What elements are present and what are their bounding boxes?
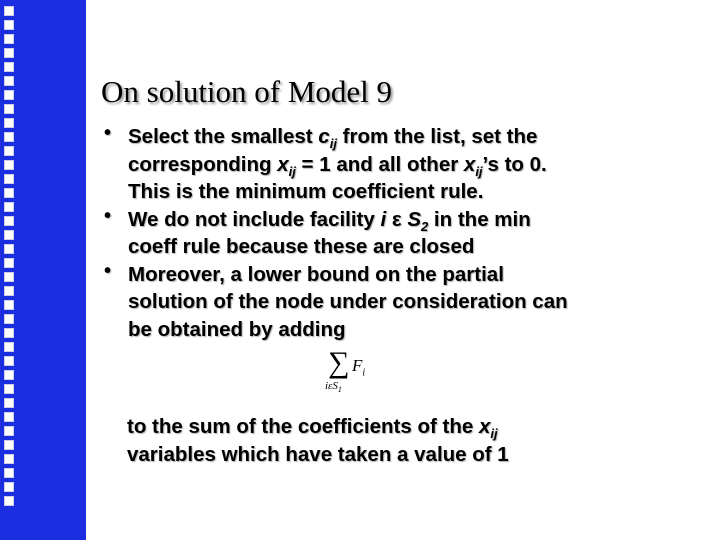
- text-line: We do not include facility i ε $S_2$ in the min: [128, 207, 531, 234]
- text-line: coeff rule because these are closed: [128, 235, 475, 258]
- decorative-square: [4, 34, 14, 44]
- decorative-square: [4, 342, 14, 352]
- decorative-square: [4, 440, 14, 450]
- decorative-square: [4, 384, 14, 394]
- text-line: variables which have taken a value of 1: [127, 442, 509, 466]
- decorative-square: [4, 482, 14, 492]
- text-line: corresponding $x_{ij} = 1$ and all other $x_{ij}’s$ to 0.: [128, 152, 547, 179]
- decorative-square: [4, 272, 14, 282]
- decorative-square: [4, 230, 14, 240]
- decorative-square: [4, 454, 14, 464]
- sigma-symbol: ∑: [328, 346, 350, 379]
- decorative-square: [4, 160, 14, 170]
- bullet-dot-icon: •: [104, 122, 112, 144]
- square-column: [4, 6, 18, 510]
- bullet-dot-icon: •: [104, 259, 112, 282]
- decorative-square: [4, 76, 14, 86]
- decorative-square: [4, 356, 14, 366]
- decorative-square: [4, 244, 14, 254]
- bullet-dot-icon: •: [104, 204, 112, 227]
- decorative-square: [4, 132, 14, 142]
- decorative-sidebar: [0, 0, 86, 540]
- bullet-item: [104, 206, 664, 261]
- decorative-square: [4, 468, 14, 478]
- decorative-square: [4, 90, 14, 100]
- decorative-square: [4, 62, 14, 72]
- bullet-list: [104, 123, 664, 343]
- decorative-square: [4, 104, 14, 114]
- bullet-item: [104, 123, 664, 206]
- decorative-square: [4, 426, 14, 436]
- sum-formula: [318, 346, 398, 396]
- decorative-square: [4, 20, 14, 30]
- decorative-square: [4, 412, 14, 422]
- text-line: This is the minimum coefficient rule.: [128, 180, 484, 203]
- decorative-square: [4, 118, 14, 128]
- decorative-square: [4, 188, 14, 198]
- formula-term: $F_i$: [352, 356, 366, 379]
- text-line: solution of the node under consideration can: [128, 290, 568, 313]
- decorative-square: [4, 300, 14, 310]
- decorative-square: [4, 370, 14, 380]
- decorative-square: [4, 258, 14, 268]
- text-line: Select the smallest $c_{ij}$ from the list, set the: [128, 125, 538, 152]
- bullet-item: [104, 261, 664, 344]
- decorative-square: [4, 286, 14, 296]
- decorative-square: [4, 496, 14, 506]
- decorative-square: [4, 328, 14, 338]
- text-line: Moreover, a lower bound on the partial: [128, 262, 504, 286]
- decorative-square: [4, 174, 14, 184]
- decorative-square: [4, 202, 14, 212]
- text-line: be obtained by adding: [128, 317, 346, 341]
- text-line: to the sum of the coefficients of the $x_{ij}$: [127, 415, 498, 442]
- decorative-square: [4, 48, 14, 58]
- decorative-square: [4, 216, 14, 226]
- decorative-square: [4, 146, 14, 156]
- formula-limit: iεS$_1$: [325, 380, 342, 395]
- decorative-square: [4, 314, 14, 324]
- slide-title: On solution of Model 9: [101, 74, 393, 109]
- decorative-square: [4, 6, 14, 16]
- decorative-square: [4, 398, 14, 408]
- continuation-text: [127, 413, 687, 468]
